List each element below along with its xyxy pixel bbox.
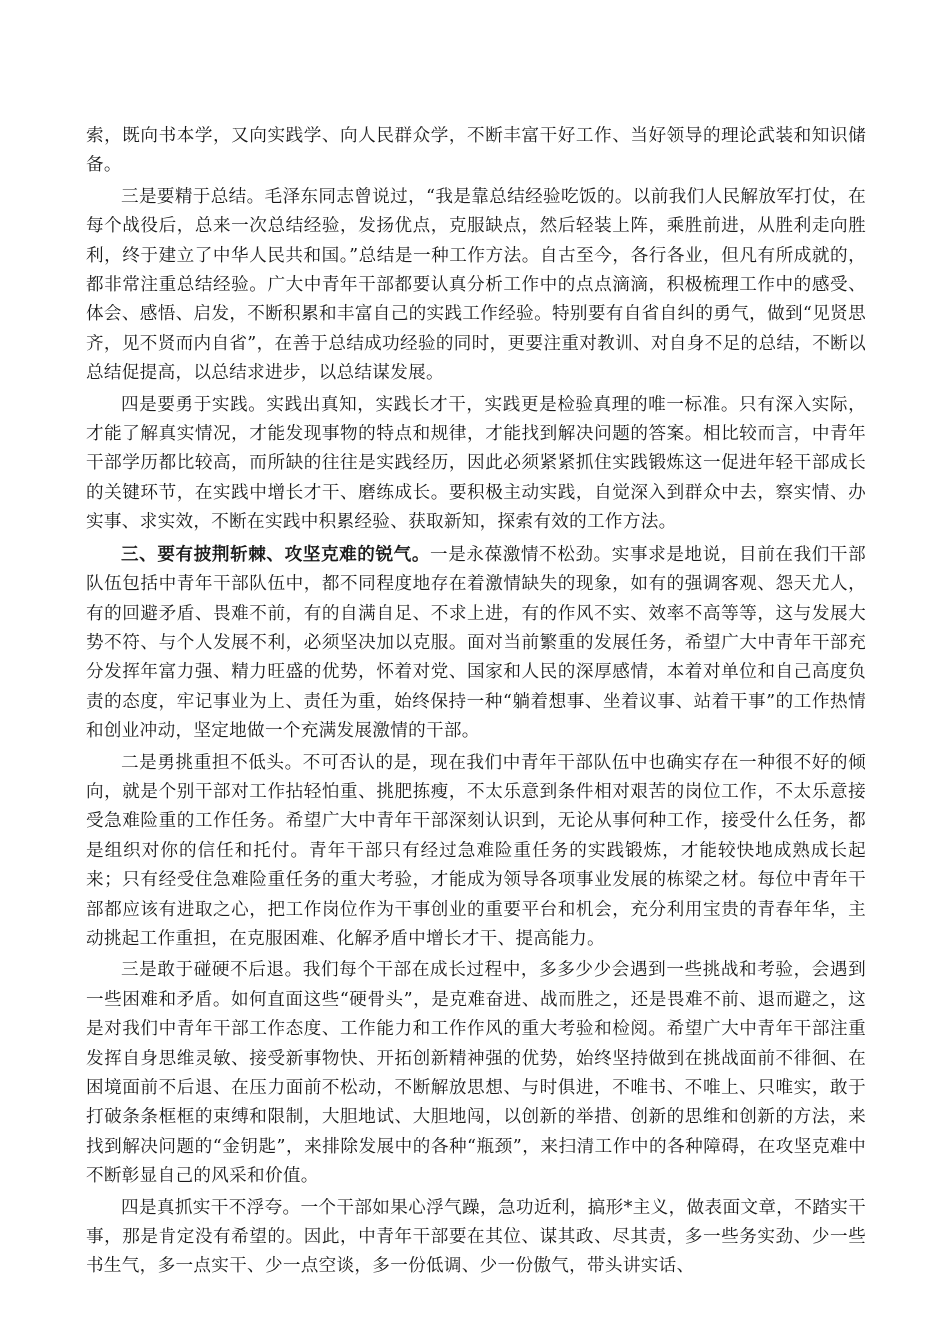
paragraph-text: 索，既向书本学，又向实践学、向人民群众学，不断丰富干好工作、当好领导的理论武装和知识储备。 bbox=[86, 126, 866, 176]
paragraph-text: 三是要精于总结。毛泽东同志曾说过，“我是靠总结经验吃饭的。以前我们人民解放军打仗，在每个战役后，总来一次总结经验，发扬优点，克服缺点，然后轻装上阵，乘胜前进，从胜利走向胜利，终于建立了中华人民共和国。”总结是一种工作方法。自古至今，各行各业，但凡有所成就的，都非常注重总结经验。广大中青年干部都要认真分析工作中的点点滴滴，积极梳理工作中的感受、体会、感悟、启发，不断积累和丰富自己的实践工作经验。特别要有自省自纠的勇气，做到“见贤思齐，见不贤而内自省”，在善于总结成功经验的同时，更要注重对教训、对自身不足的总结，不断以总结促提高，以总结求进步，以总结谋发展。 bbox=[86, 186, 866, 384]
paragraph bbox=[86, 956, 866, 1191]
paragraph bbox=[86, 1194, 866, 1282]
paragraph-text: 四是要勇于实践。实践出真知，实践长才干，实践更是检验真理的唯一标准。只有深入实际，才能了解真实情况，才能发现事物的特点和规律，才能找到解决问题的答案。相比较而言，中青年干部学历都比较高，而所缺的往往是实践经历，因此必须紧紧抓住实践锻炼这一促进年轻干部成长的关键环节，在实践中增长才干、磨练成长。要积极主动实践，自觉深入到群众中去，察实情、办实事、求实效，不断在实践中积累经验、获取新知，探索有效的工作方法。 bbox=[86, 394, 866, 533]
paragraph-text: 二是勇挑重担不低头。不可否认的是，现在我们中青年干部队伍中也确实存在一种很不好的倾向，就是个别干部对工作拈轻怕重、挑肥拣瘦，不太乐意到条件相对艰苦的岗位工作，不太乐意接受急难险重的工作任务。希望广大中青年干部深刻认识到，无论从事何种工作，接受什么任务，都是组织对你的信任和托付。青年干部只有经过急难险重任务的实践锻炼，才能较快地成熟成长起来；只有经受住急难险重任务的重大考验，才能成为领导各项事业发展的栋梁之材。每位中青年干部都应该有进取之心，把工作岗位作为干事创业的重要平台和机会，充分利用宝贵的青春年华，主动挑起工作重担，在克服困难、化解矛盾中增长才干、提高能力。 bbox=[86, 752, 866, 949]
paragraph bbox=[86, 391, 866, 538]
paragraph bbox=[86, 749, 866, 955]
paragraph bbox=[86, 540, 866, 747]
paragraph-text: 一是永葆激情不松劲。实事求是地说，目前在我们干部队伍包括中青年干部队伍中，都不同程度地存在着激情缺失的现象，如有的强调客观、怨天尤人，有的回避矛盾、畏难不前，有的自满自足、不求上进，有的作风不实、效率不高等等，这与发展大势不符、与个人发展不利，必须坚决加以克服。面对当前繁重的发展任务，希望广大中青年干部充分发挥年富力强、精力旺盛的优势，怀着对党、国家和人民的深厚感情，本着对单位和自己高度负责的态度，牢记事业为上、责任为重，始终保持一种“躺着想事、坐着议事、站着干事”的工作热情和创业冲动，坚定地做一个充满发展激情的干部。 bbox=[86, 544, 867, 742]
paragraph-text: 三是敢于碰硬不后退。我们每个干部在成长过程中，多多少少会遇到一些挑战和考验，会遇到一些困难和矛盾。如何直面这些“硬骨头”，是克难奋进、战而胜之，还是畏难不前、退而避之，这是对我们中青年干部工作态度、工作能力和工作作风的重大考验和检阅。希望广大中青年干部注重发挥自身思维灵敏、接受新事物快、开拓创新精神强的优势，始终坚持做到在挑战面前不徘徊、在困境面前不后退、在压力面前不松动，不断解放思想、与时俱进，不唯书、不唯上、只唯实，敢于打破条条框框的束缚和限制，大胆地试、大胆地闯，以创新的举措、创新的思维和创新的方法，来找到解决问题的“金钥匙”，来排除发展中的各种“瓶颈”，来扫清工作中的各种障碍，在攻坚克难中不断彰显自己的风采和价值。 bbox=[86, 960, 866, 1187]
paragraph bbox=[86, 183, 866, 389]
paragraph bbox=[86, 122, 866, 181]
document-page bbox=[86, 122, 866, 1284]
paragraph-text: 四是真抓实干不浮夸。一个干部如果心浮气躁，急功近利，搞形*主义，做表面文章，不踏实干事，那是肯定没有希望的。因此，中青年干部要在其位、谋其政、尽其责，多一些务实劲、少一些书生气，多一点实干、少一点空谈，多一份低调、少一份傲气，带头讲实话、 bbox=[86, 1197, 866, 1277]
section-heading: 三、要有披荆斩棘、攻坚克难的锐气。 bbox=[121, 543, 431, 565]
